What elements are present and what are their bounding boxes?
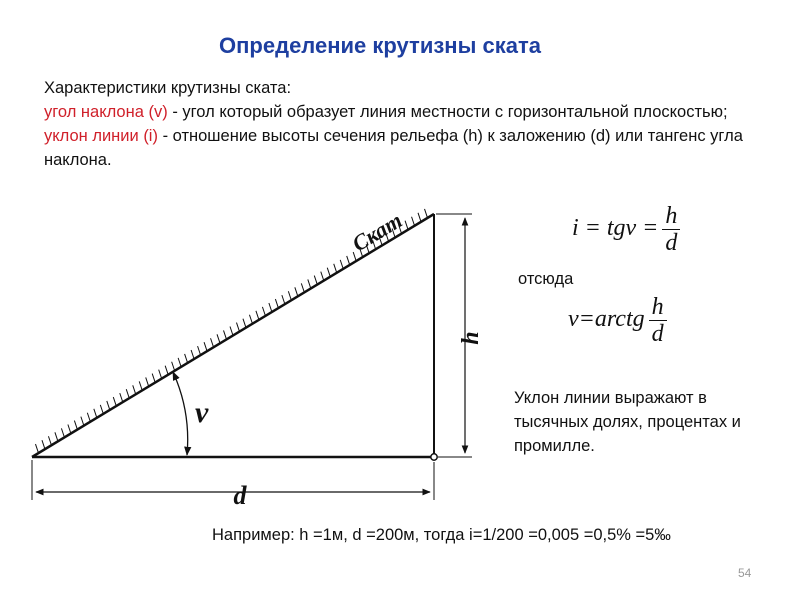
hatch-mark xyxy=(178,358,181,367)
hatch-mark xyxy=(288,291,291,300)
hatch-mark xyxy=(152,374,155,383)
formula-slope-lhs: i = tgν = xyxy=(572,215,659,242)
hatch-mark xyxy=(198,346,201,355)
hatch-mark xyxy=(224,330,227,339)
formula-angle-numerator: h xyxy=(649,294,667,321)
hatch-mark xyxy=(282,295,285,304)
slope-label: Скат xyxy=(347,207,407,257)
hatch-mark xyxy=(74,421,77,430)
intro-heading: Характеристики крутизны ската: xyxy=(44,79,292,97)
hatch-mark xyxy=(107,401,110,410)
slope-line xyxy=(32,214,434,457)
hatch-mark xyxy=(249,315,252,324)
hatch-mark xyxy=(35,444,38,453)
formula-angle-lhs: ν=arctg xyxy=(568,306,645,333)
angle-label: ν xyxy=(195,396,209,429)
hatch-mark xyxy=(68,424,71,433)
angle-term: угол наклона (v) xyxy=(44,103,168,121)
page-title: Определение крутизны ската xyxy=(219,33,541,58)
hatch-mark xyxy=(301,283,304,292)
formula-angle xyxy=(568,294,667,347)
hatch-mark xyxy=(146,377,149,386)
hatch-mark xyxy=(236,323,239,332)
hatch-mark xyxy=(94,409,97,418)
hatch-mark xyxy=(269,303,272,312)
slide-number: 54 xyxy=(738,566,752,580)
hatch-mark xyxy=(113,397,116,406)
hatch-mark xyxy=(165,366,168,375)
hatch-mark xyxy=(243,319,246,328)
hatch-mark xyxy=(418,213,421,222)
base-label: d xyxy=(233,481,247,510)
slope-term: уклон линии (i) xyxy=(44,127,158,145)
formula-angle-denominator: d xyxy=(651,321,664,347)
hatch-mark xyxy=(185,354,188,363)
corner-point xyxy=(431,454,437,460)
hatch-mark xyxy=(314,276,317,285)
hatch-mark xyxy=(120,393,123,402)
slope-def: - отношение высоты сечения рельефа (h) к заложению (d) или тангенс угла наклона. xyxy=(44,127,743,169)
angle-def: - угол который образует линия местности с горизонтальной плоскостью; xyxy=(167,103,728,121)
hatch-mark xyxy=(334,264,337,273)
hatch-mark xyxy=(159,370,162,379)
hatch-mark xyxy=(204,342,207,351)
hatch-mark xyxy=(353,252,356,261)
hence-label: отсюда xyxy=(518,270,574,288)
hatch-mark xyxy=(191,350,194,359)
hatch-mark xyxy=(256,311,259,320)
hatch-mark xyxy=(425,209,428,218)
hatch-mark xyxy=(295,287,298,296)
hatch-mark xyxy=(55,432,58,441)
hatch-mark xyxy=(100,405,103,414)
hatch-mark xyxy=(126,389,129,398)
hatch-mark xyxy=(217,334,220,343)
slope-units-note: Уклон линии выражают в тысячных долях, процентах и промилле. xyxy=(514,389,741,455)
hatch-mark xyxy=(139,381,142,390)
hatch-mark xyxy=(87,413,90,422)
hatch-mark xyxy=(262,307,265,316)
hatch-mark xyxy=(327,268,330,277)
height-label: h xyxy=(458,331,484,345)
formula-slope xyxy=(572,203,680,256)
formula-slope-fraction xyxy=(662,203,680,256)
hatch-mark xyxy=(347,256,350,265)
hatch-mark xyxy=(321,272,324,281)
hatch-mark xyxy=(61,428,64,437)
hatch-mark xyxy=(81,417,84,426)
hatch-mark xyxy=(48,436,51,445)
hatch-mark xyxy=(211,338,214,347)
hatch-mark xyxy=(230,327,233,336)
formula-angle-fraction xyxy=(649,294,667,347)
angle-arc xyxy=(173,372,188,455)
hatch-mark xyxy=(133,385,136,394)
hatch-mark xyxy=(412,217,415,226)
example-text: Например: h =1м, d =200м, тогда i=1/200 =0,005 =0,5% =5‰ xyxy=(212,526,671,544)
hatch-mark xyxy=(340,260,343,269)
formula-slope-denominator: d xyxy=(665,230,678,256)
hatch-mark xyxy=(275,299,278,308)
formula-slope-numerator: h xyxy=(662,203,680,230)
hatch-mark xyxy=(308,279,311,288)
hatch-mark xyxy=(42,440,45,449)
hatch-mark xyxy=(172,362,175,371)
